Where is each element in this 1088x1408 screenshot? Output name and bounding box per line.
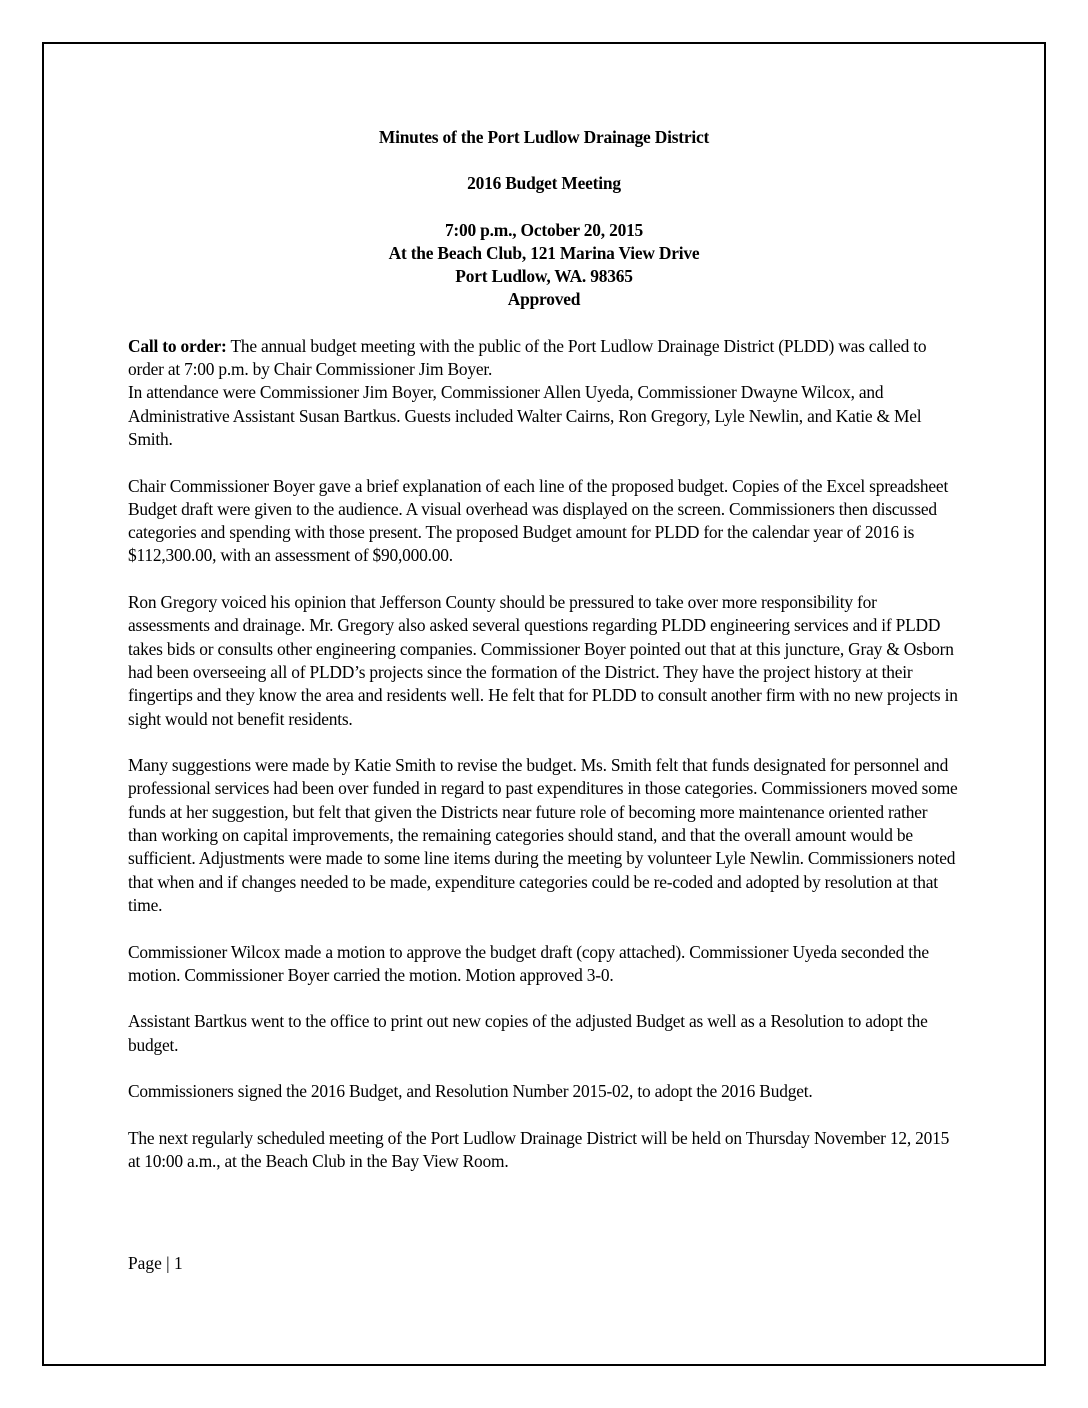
resolution-print-paragraph: Assistant Bartkus went to the office to print out new copies of the adjusted Budget as well as a Resolution to adopt the budget. xyxy=(128,1011,928,1055)
motion-paragraph: Commissioner Wilcox made a motion to approve the budget draft (copy attached). Commissioner Uyeda seconded the motion. Commissioner Boyer carried the motion. Motion approved 3-0. xyxy=(128,941,929,985)
meeting-location: At the Beach Club, 121 Marina View Drive xyxy=(388,242,700,263)
call-to-order-paragraph xyxy=(128,335,960,382)
page-number: Page | 1 xyxy=(128,1253,183,1273)
meeting-time-date: 7:00 p.m., October 20, 2015 xyxy=(444,219,644,240)
meeting-city: Port Ludlow, WA. 98365 xyxy=(455,266,633,287)
gregory-paragraph: Ron Gregory voiced his opinion that Jefferson County should be pressured to take over more responsibility for assessments and drainage. Mr. Gregory also asked several questions regarding PLDD engineering services and if PLDD takes bids or consults other engineering companies. Commissioner Boyer pointed out that at this juncture, Gray & Osborn had been overseeing all of PLDD’s projects since the formation of the District. They have the project history at their fingertips and they know the area and residents well. He felt that for PLDD to consult another firm with no new projects in sight would not benefit residents. xyxy=(128,592,958,729)
document-title: Minutes of the Port Ludlow Drainage District xyxy=(378,127,710,147)
signing-paragraph: Commissioners signed the 2016 Budget, and Resolution Number 2015-02, to adopt the 2016 Budget. xyxy=(128,1081,813,1102)
call-to-order-label: Call to order: xyxy=(128,335,227,356)
call-to-order-text: The annual budget meeting with the public of the Port Ludlow Drainage District (PLDD) was called to order at 7:00 p.m. by Chair Commissioner Jim Boyer. xyxy=(128,335,927,380)
smith-suggestions-paragraph: Many suggestions were made by Katie Smith to revise the budget. Ms. Smith felt that funds designated for personnel and professional services had been over funded in regard to past expenditures in those categories. Commissioners moved some funds at her suggestion, but felt that given the Districts near future role of becoming more maintenance oriented rather than working on capital improvements, the remaining categories should stand, and that the overall amount would be sufficient. Adjustments were made to some line items during the meeting by volunteer Lyle Newlin. Commissioners noted that when and if changes needed to be made, expenditure categories could be re-coded and adopted by resolution at that time. xyxy=(128,755,958,915)
meeting-name: 2016 Budget Meeting xyxy=(467,173,621,194)
document-body xyxy=(128,126,960,1197)
approval-status: Approved xyxy=(507,289,581,310)
budget-explanation-paragraph: Chair Commissioner Boyer gave a brief explanation of each line of the proposed budget. Copies of the Excel spreadsheet Budget draft were given to the audience. A visual overhead was displayed on the screen. Commissioners then discussed categories and spending with those present. The proposed Budget amount for PLDD for the calendar year of 2016 is $112,300.00, with an assessment of $90,000.00. xyxy=(128,475,949,566)
document-header xyxy=(128,126,960,312)
attendance-paragraph: In attendance were Commissioner Jim Boyer, Commissioner Allen Uyeda, Commissioner Dwayne Wilcox, and Administrative Assistant Susan Bartkus. Guests included Walter Cairns, Ron Gregory, Lyle Newlin, and Katie & Mel Smith. xyxy=(128,382,922,449)
next-meeting-paragraph: The next regularly scheduled meeting of the Port Ludlow Drainage District will be held on Thursday November 12, 2015 at 10:00 a.m., at the Beach Club in the Bay View Room. xyxy=(128,1127,950,1172)
